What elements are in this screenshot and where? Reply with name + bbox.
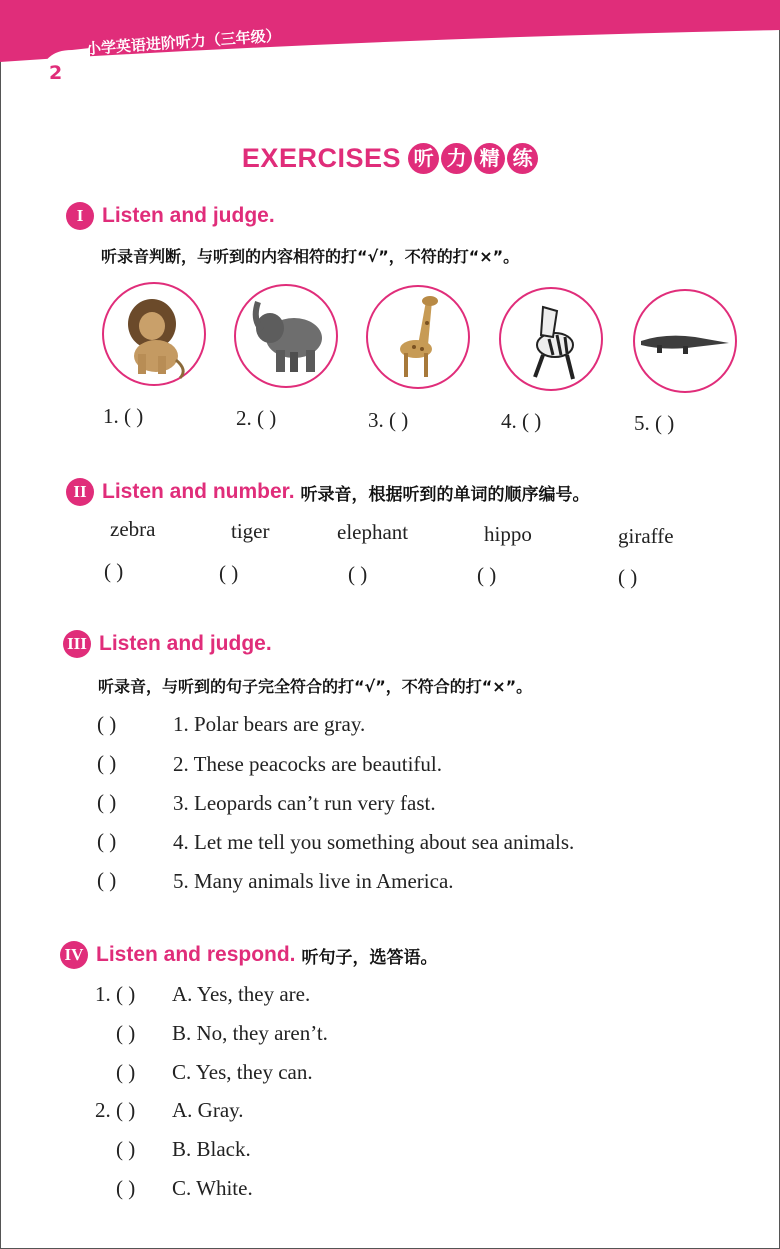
crocodile-picture [633, 289, 737, 393]
respond-blank-2b[interactable]: ( ) [116, 1137, 136, 1161]
heading-char-2: 力 [441, 143, 472, 174]
giraffe-icon [368, 287, 468, 387]
answer-blank-5[interactable]: 5. ( ) [634, 411, 675, 435]
zebra-icon [501, 289, 601, 389]
section-1-title: Listen and judge. [102, 204, 275, 227]
respond-blank-1b[interactable]: ( ) [116, 1021, 136, 1045]
question-2-number: 2. [95, 1098, 111, 1122]
judge-sentence-5: 5. Many animals live in America. [173, 869, 454, 893]
respond-blank-1a[interactable]: ( ) [116, 982, 136, 1006]
answer-blank-1[interactable]: 1. ( ) [103, 404, 144, 428]
number-blank-1[interactable]: ( ) [104, 559, 124, 583]
section-4-instruction: 听句子，选答语。 [301, 947, 438, 968]
judge-blank-2[interactable]: ( ) [97, 751, 117, 775]
word-giraffe: giraffe [618, 524, 674, 548]
number-blank-3[interactable]: ( ) [348, 562, 368, 586]
word-tiger: tiger [231, 519, 270, 543]
section-3-title: Listen and judge. [99, 632, 272, 655]
option-2b: B. Black. [172, 1137, 251, 1161]
heading-char-1: 听 [408, 143, 439, 174]
judge-sentence-1: 1. Polar bears are gray. [173, 712, 366, 736]
section-1-instruction: 听录音判断，与听到的内容相符的打“√”，不符的打“×”。 [101, 247, 520, 266]
exercises-heading-en: EXERCISES [241, 143, 401, 173]
lion-picture [102, 282, 206, 386]
respond-blank-2a[interactable]: ( ) [116, 1098, 136, 1122]
word-hippo: hippo [484, 522, 532, 546]
page-number: 2 [49, 62, 63, 84]
judge-blank-1[interactable]: ( ) [97, 712, 117, 736]
section-1-badge: I [66, 202, 94, 230]
heading-char-3: 精 [474, 143, 505, 174]
answer-blank-3[interactable]: 3. ( ) [368, 408, 409, 432]
section-3-instruction: 听录音，与听到的句子完全符合的打“√”，不符合的打“×”。 [98, 677, 533, 696]
option-2c: C. White. [172, 1176, 253, 1200]
answer-blank-2[interactable]: 2. ( ) [236, 406, 277, 430]
answer-blank-4[interactable]: 4. ( ) [501, 409, 542, 433]
judge-blank-3[interactable]: ( ) [97, 790, 117, 814]
number-blank-5[interactable]: ( ) [618, 565, 638, 589]
section-2-header [66, 478, 590, 506]
judge-sentence-2: 2. These peacocks are beautiful. [173, 752, 442, 776]
word-elephant: elephant [337, 520, 409, 544]
judge-sentence-4: 4. Let me tell you something about sea animals. [173, 830, 575, 854]
section-1-header [66, 202, 275, 230]
giraffe-picture [366, 285, 470, 389]
section-2-badge: II [66, 478, 94, 506]
number-blank-2[interactable]: ( ) [219, 561, 239, 585]
word-zebra: zebra [110, 517, 156, 541]
respond-blank-1c[interactable]: ( ) [116, 1060, 136, 1084]
crocodile-icon [635, 291, 735, 391]
judge-blank-4[interactable]: ( ) [97, 829, 117, 853]
heading-char-4: 练 [507, 143, 538, 174]
judge-sentence-3: 3. Leopards can’t run very fast. [173, 791, 436, 815]
zebra-picture [499, 287, 603, 391]
option-1a: A. Yes, they are. [172, 982, 311, 1006]
number-blank-4[interactable]: ( ) [477, 563, 497, 587]
judge-blank-5[interactable]: ( ) [97, 868, 117, 892]
respond-blank-2c[interactable]: ( ) [116, 1176, 136, 1200]
section-2-instruction: 听录音，根据听到的单词的顺序编号。 [300, 484, 590, 505]
section-3-header [63, 630, 272, 658]
book-title: 小学英语进阶听力（三年级） [85, 26, 282, 58]
section-4-title: Listen and respond. [96, 943, 296, 966]
lion-icon [104, 284, 204, 384]
option-1b: B. No, they aren’t. [172, 1021, 328, 1045]
section-3-badge: III [63, 630, 91, 658]
section-4-header [60, 941, 438, 969]
question-1-number: 1. [95, 982, 111, 1006]
section-2-title: Listen and number. [102, 480, 295, 503]
option-2a: A. Gray. [172, 1098, 244, 1122]
elephant-icon [236, 286, 336, 386]
section-4-badge: IV [60, 941, 88, 969]
elephant-picture [234, 284, 338, 388]
exercises-heading [0, 143, 780, 174]
option-1c: C. Yes, they can. [172, 1060, 313, 1084]
